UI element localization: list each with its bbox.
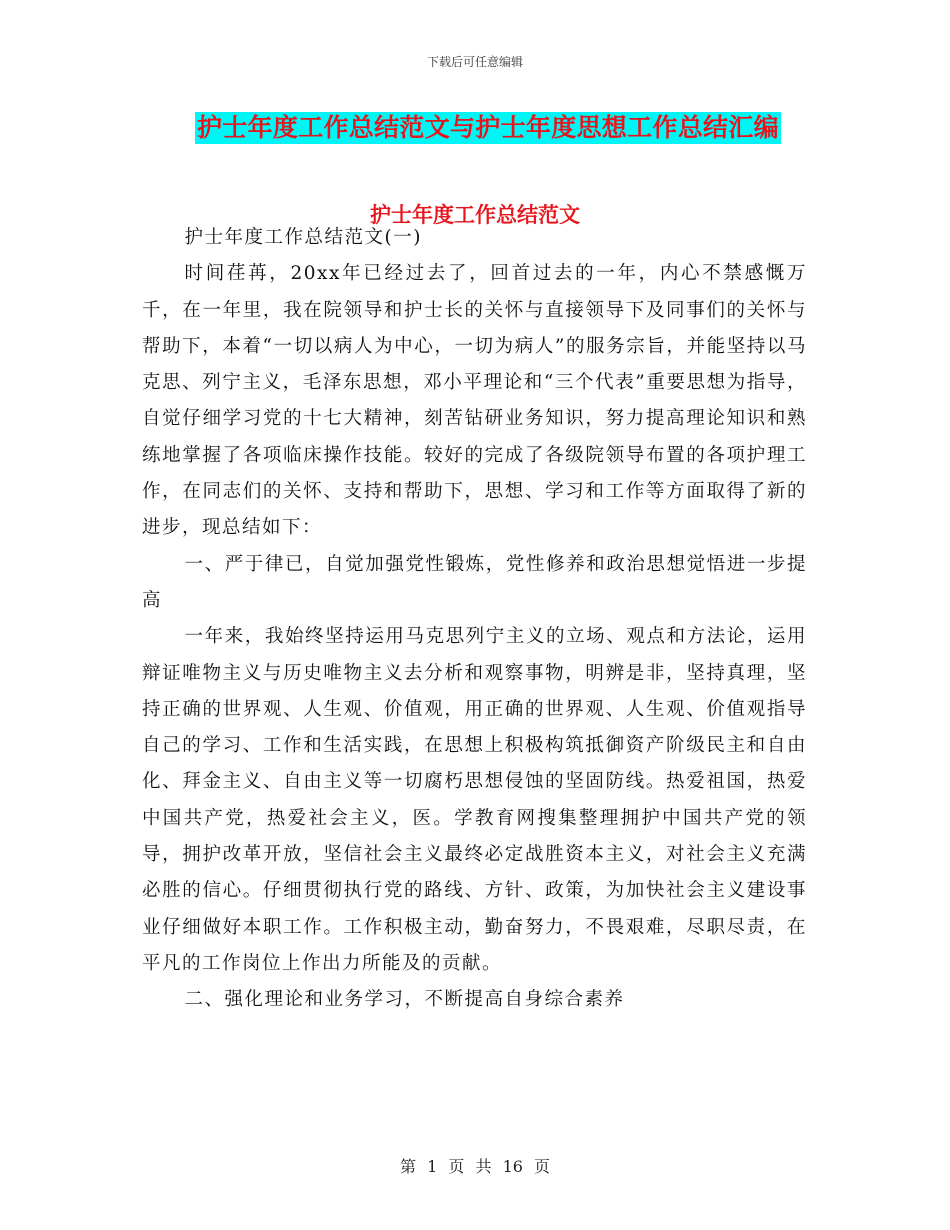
- total-label: 共: [475, 1157, 492, 1176]
- paragraph: 护士年度工作总结范文(一): [184, 227, 422, 248]
- page-label-suffix: 页: [534, 1157, 551, 1176]
- page-label-prefix: 第: [399, 1157, 416, 1176]
- paragraph: 一年来，我始终坚持运用马克思列宁主义的立场、观点和方法论，运用辩证唯物主义与历史唯物主义去分析和观察事物，明辨是非，坚持真理，坚持正确的世界观、人生观、价值观，用正确的世界观、人生观、价值观指导自己的学习、工作和生活实践，在思想上积极构筑抵御资产阶级民主和自由化、拜金主义、自由主义等一切腐朽思想侵蚀的坚固防线。热爱祖国，热爱中国共产党，热爱社会主义，医。学教育网搜集整理拥护中国共产党的领导，拥护改革开放，坚信社会主义最终必定战胜资本主义，对社会主义充满必胜的信心。仔细贯彻执行党的路线、方针、政策，为加快社会主义建设事业仔细做好本职工作。工作积极主动，勤奋努力，不畏艰难，尽职尽责，在平凡的工作岗位上作出力所能及的贡献。: [142, 626, 807, 974]
- page-footer: [0, 1154, 950, 1177]
- page-header-note: 下载后可任意编辑: [426, 55, 523, 69]
- paragraph: 一、严于律已，自觉加强党性锻炼，党性修养和政治思想觉悟进一步提高: [142, 553, 807, 611]
- section-title: 护士年度工作总结范文: [370, 203, 580, 227]
- page-number: 1: [427, 1157, 438, 1176]
- total-pages: 16: [502, 1157, 523, 1176]
- paragraph: 时间荏苒，20xx年已经过去了，回首过去的一年，内心不禁感慨万千，在一年里，我在院领导和护士长的关怀与直接领导下及同事们的关怀与帮助下，本着“一切以病人为中心，一切为病人”的服务宗旨，并能坚持以马克思、列宁主义，毛泽东思想，邓小平理论和“三个代表”重要思想为指导，自觉仔细学习党的十七大精神，刻苦钻研业务知识，努力提高理论知识和熟练地掌握了各项临床操作技能。较好的完成了各级院领导布置的各项护理工作，在同志们的关怀、支持和帮助下，思想、学习和工作等方面取得了新的进步，现总结如下：: [142, 263, 807, 539]
- document-main-title: 护士年度工作总结范文与护士年度思想工作总结汇编: [197, 113, 779, 142]
- page-label-mid: 页: [448, 1157, 465, 1176]
- paragraph: 二、强化理论和业务学习，不断提高自身综合素养: [184, 989, 625, 1011]
- document-body: [142, 220, 807, 1019]
